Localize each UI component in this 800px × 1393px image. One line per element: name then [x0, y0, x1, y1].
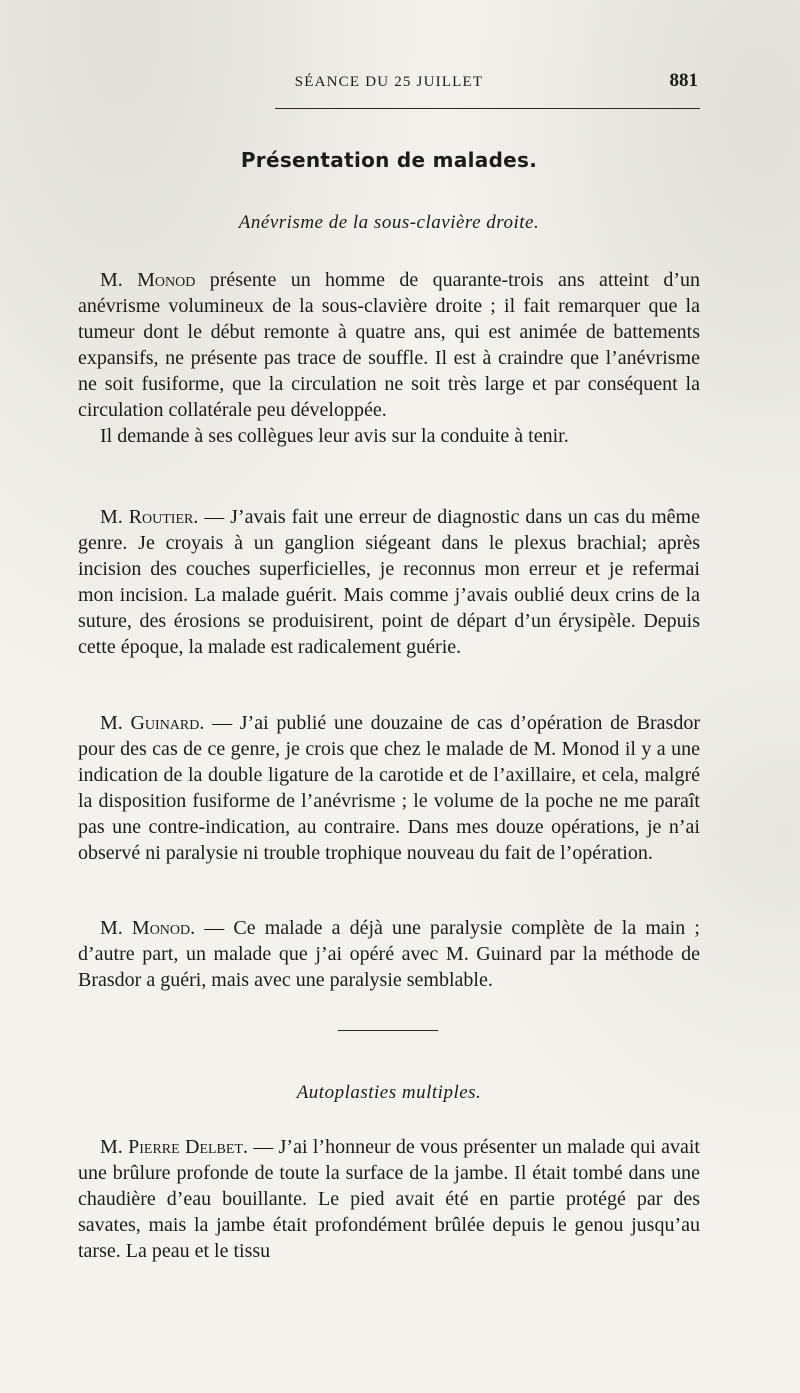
header-rule: [275, 108, 700, 109]
speaker-name: Monod: [137, 269, 196, 291]
article-title-autoplasty: Autoplasties multiples.: [296, 1082, 482, 1103]
paragraph-monod-reply: [78, 915, 700, 993]
article-body-monod-reply: [78, 915, 700, 993]
paragraph-guinard: [78, 710, 700, 866]
speaker-prefix: M.: [100, 269, 138, 291]
speaker-prefix: M.: [100, 712, 131, 734]
article-body-routier: [78, 504, 700, 660]
running-title: SÉANCE DU 25 JUILLET: [294, 74, 484, 90]
paragraph-text: — J’ai publié une douzaine de cas d’opération de Brasdor pour des cas de ce genre, je crois que chez le malade de M. Monod il y a une indication de la double ligature de la carotide et de l’axillaire, et cela, malgré la disposition fusiforme de l’anévrisme ; le volume de la poche ne me paraît pas une contre-indication, au contraire. Dans mes douze opérations, je n’ai observé ni paralysie ni trouble trophique nouveau du fait de l’opération.: [78, 712, 700, 864]
speaker-prefix: M.: [100, 1136, 129, 1158]
page-number: 881: [669, 70, 698, 91]
speaker-prefix: M.: [100, 506, 129, 528]
paragraph-delbet: [78, 1134, 700, 1264]
paragraph-text: présente un homme de quarante-trois ans atteint d’un anévrisme volumineux de la sous-clavière droite ; il fait remarquer que la tumeur dont le début remonte à quatre ans, qui est animée de battements expansifs, ne présente pas trace de souffle. Il est à craindre que l’anévrisme ne soit fusiforme, que la circulation ne soit très large et par conséquent la circulation collatérale peu développée.: [78, 269, 700, 421]
article-title-aneurysm: Anévrisme de la sous-clavière droite.: [238, 212, 540, 233]
speaker-name: Monod.: [131, 917, 196, 939]
running-header: [78, 70, 700, 98]
paragraph-monod-presentation: [78, 267, 700, 423]
section-title: Présentation de malades.: [240, 148, 538, 172]
speaker-name: Routier.: [128, 506, 199, 528]
paragraph-text: — Ce malade a déjà une paralysie complète de la main ; d’autre part, un malade que j’ai opéré avec M. Guinard par la méthode de Brasdor a guéri, mais avec une paralysie semblable.: [78, 917, 700, 991]
article-body-aneurysm: [78, 267, 700, 449]
paragraph-routier: [78, 504, 700, 660]
speaker-name: Guinard.: [130, 712, 205, 734]
article-body-delbet: [78, 1134, 700, 1264]
article-body-guinard: [78, 710, 700, 866]
paragraph-text: — J’avais fait une erreur de diagnostic dans un cas du même genre. Je croyais à un ganglion siégeant dans le plexus brachial; après incision des couches superficielles, je reconnus mon erreur et je refermai mon incision. La malade guérit. Mais comme j’avais oublié deux crins de la suture, des érosions se produisirent, point de départ d’un érysipèle. Depuis cette époque, la malade est radicalement guérie.: [78, 506, 700, 658]
paragraph-monod-request: Il demande à ses collègues leur avis sur la conduite à tenir.: [100, 425, 569, 447]
section-divider: [338, 1030, 438, 1031]
speaker-name: Pierre Delbet.: [128, 1136, 248, 1158]
paragraph-text: — J’ai l’honneur de vous présenter un malade qui avait une brûlure profonde de toute la surface de la jambe. Il était tombé dans une chaudière d’eau bouillante. Le pied avait été en partie protégé par des savates, mais la jambe était profondément brûlée depuis le genou jusqu’au tarse. La peau et le tissu: [78, 1136, 700, 1262]
speaker-prefix: M.: [100, 917, 132, 939]
